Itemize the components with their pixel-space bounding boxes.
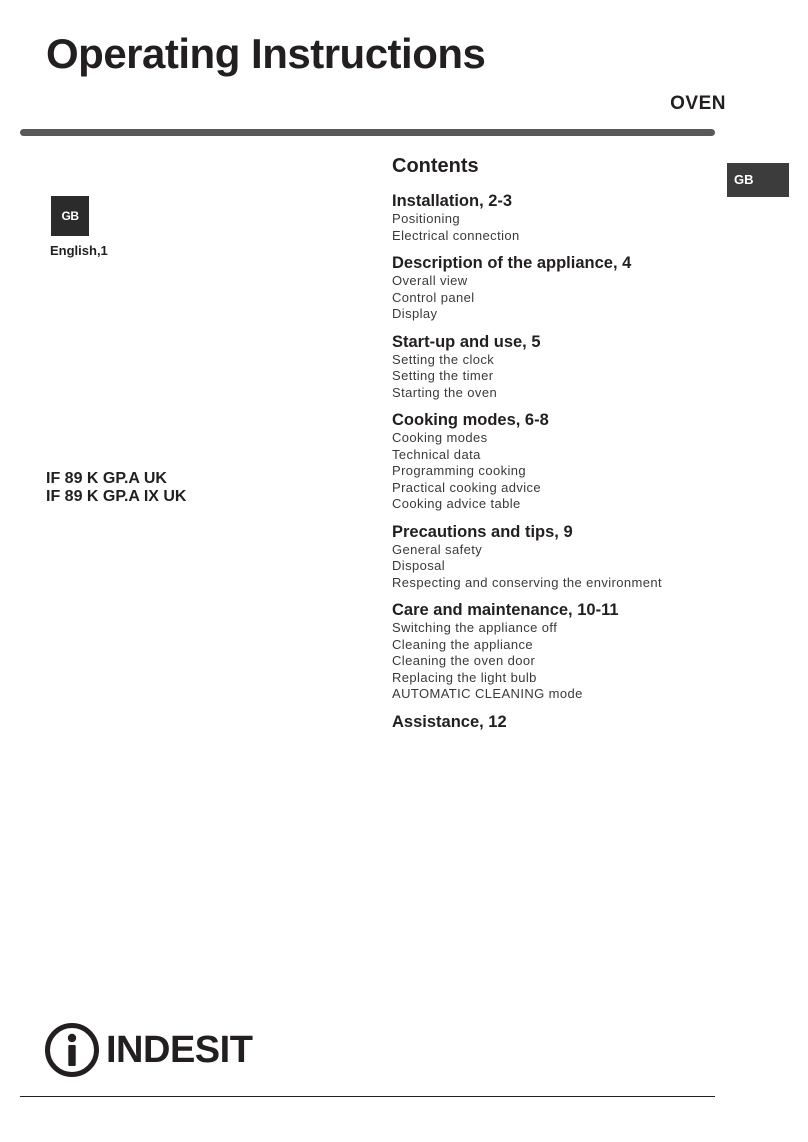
section-item: Setting the clock <box>392 351 495 367</box>
model-name: IF 89 K GP.A UK <box>46 470 167 487</box>
product-type-label: OVEN <box>670 93 726 114</box>
section-item: Cleaning the oven door <box>392 653 536 668</box>
section-title: Start-up and use, 5 <box>392 332 541 351</box>
model-list <box>46 470 186 506</box>
table-of-contents <box>392 153 792 741</box>
contents-section <box>392 522 792 592</box>
section-item: Cleaning the appliance <box>392 636 534 652</box>
brand-logo <box>44 1022 252 1078</box>
section-item: Switching the appliance off <box>392 620 558 635</box>
section-item: Control panel <box>392 289 475 305</box>
section-item: General safety <box>392 541 483 557</box>
section-title: Precautions and tips, 9 <box>392 522 573 541</box>
section-item: Overall view <box>392 273 468 288</box>
section-title: Installation, 2-3 <box>392 192 513 210</box>
brand-wordmark: INDESIT <box>106 1029 253 1071</box>
language-side-tab: GB <box>727 163 789 197</box>
section-item: Cooking advice table <box>392 496 521 511</box>
contents-section <box>392 410 792 513</box>
section-title: Description of the appliance, 4 <box>392 254 632 272</box>
section-item: Display <box>392 306 438 321</box>
contents-heading: Contents <box>392 155 479 177</box>
section-item: Positioning <box>392 211 460 226</box>
section-item: Replacing the light bulb <box>392 669 537 685</box>
section-title: Assistance, 12 <box>392 712 507 731</box>
section-item: Electrical connection <box>392 227 520 243</box>
footer-divider <box>20 1096 715 1097</box>
header-divider <box>20 129 715 136</box>
section-item: Technical data <box>392 446 481 462</box>
page-title: Operating Instructions <box>46 30 486 77</box>
model-name: IF 89 K GP.A IX UK <box>46 488 187 505</box>
section-item: Disposal <box>392 558 446 573</box>
section-title: Cooking modes, 6-8 <box>392 411 549 429</box>
section-item: Cooking modes <box>392 430 488 445</box>
section-item: Starting the oven <box>392 384 498 400</box>
section-item: Practical cooking advice <box>392 479 542 495</box>
section-item: Programming cooking <box>392 463 527 478</box>
contents-section <box>392 332 792 402</box>
language-label: English,1 <box>50 243 108 258</box>
contents-section <box>392 712 792 732</box>
section-item: Respecting and conserving the environment <box>392 574 663 590</box>
indesit-logo-icon <box>44 1022 100 1078</box>
section-item: Setting the timer <box>392 368 494 383</box>
section-item: AUTOMATIC CLEANING mode <box>392 686 583 701</box>
contents-section <box>392 191 792 244</box>
contents-section <box>392 253 792 323</box>
contents-section <box>392 600 792 703</box>
language-badge: GB <box>51 196 89 236</box>
section-title: Care and maintenance, 10-11 <box>392 601 619 619</box>
